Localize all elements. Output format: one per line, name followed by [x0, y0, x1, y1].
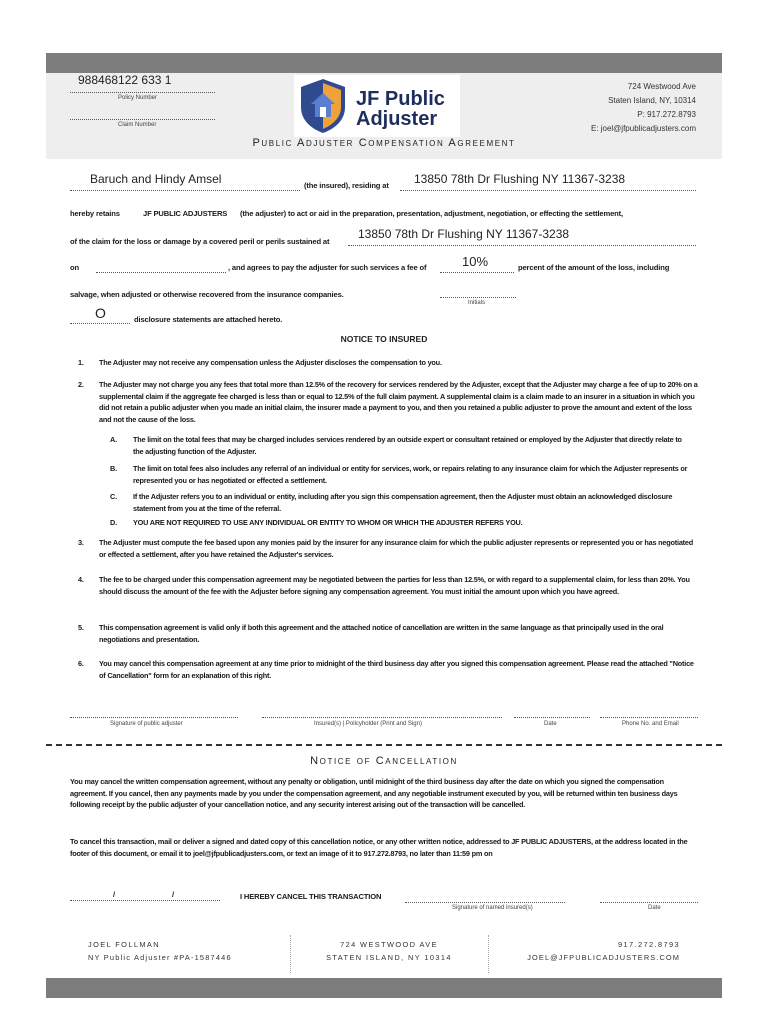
disclosure-value[interactable]: O: [95, 305, 106, 321]
notice-num-3: 3.: [78, 538, 84, 547]
date-label: Date: [544, 721, 557, 727]
insured-name-line: [70, 190, 300, 191]
notice-item-5: This compensation agreement is valid only if both this agreement and the attached notice of cancellation are written in the same language as that principally used in the oral negotiations and presentation.: [99, 623, 664, 644]
residence-address-value[interactable]: 13850 78th Dr Flushing NY 11367-3238: [414, 172, 626, 186]
loss-prefix: of the claim for the loss or damage by a covered peril or perils sustained at: [70, 237, 330, 246]
notice-item-2: The Adjuster may not charge you any fees that total more than 12.5% of the recovery for services rendered by the Adjuster, except that the Adjuster may charge a fee of up to 20% on a supplemental claim if the aggregate fee charged is less than or equal to 12.5% of the full claim payment. A supplemental claim is a claim made to an insurer in a situation in which you did not retain a public adjuster when you made an initial claim, the insurer made a payment to you, and then you retained a public adjuster to prove the amount and extent of the loss and not the cause of the loss.: [99, 380, 698, 424]
notice-item-a: The limit on the total fees that may be charged includes services rendered by an outside expert or consultant retained or employed by the Adjuster that directly relate to the adjusting function of the Adjuster.: [133, 435, 682, 456]
notice-item-c: If the Adjuster refers you to an individual or entity, including after you sign this compensation agreement, then the Adjuster must obtain an acknowledged disclosure statement from you at the time of the referral.: [133, 492, 673, 513]
company-contact: [591, 80, 696, 136]
adjuster-name: JF PUBLIC ADJUSTERS: [143, 209, 228, 218]
date-line[interactable]: [514, 717, 590, 718]
footer-phone: 917.272.8793: [617, 940, 680, 949]
cancel-sign-date-line[interactable]: [600, 902, 698, 903]
footer-license: NY Public Adjuster #PA-1587446: [88, 953, 232, 962]
form-title: Public Adjuster Compensation Agreement: [252, 137, 516, 149]
loss-date-line[interactable]: [96, 272, 226, 273]
loss-address-value[interactable]: 13850 78th Dr Flushing NY 11367-3238: [358, 227, 570, 241]
fee-value[interactable]: 10%: [462, 254, 489, 269]
cancellation-paragraph-1: You may cancel the written compensation agreement, without any penalty or obligation, until midnight of the third business day after the date on which you signed the compensation agreement. If you cancel, then any payments made by you under the compensation agreement, and any negotiable instrument executed by you, will be returned within ten business days following receipt by the public adjuster of your cancellation notice, and any security interest arising out of the transaction will be cancelled.: [70, 777, 678, 809]
notice-title: NOTICE TO INSURED: [340, 334, 428, 344]
notice-num-a: A.: [110, 435, 117, 444]
date-slash-2: /: [172, 890, 174, 899]
fee-line: [440, 272, 514, 273]
phone-email-line[interactable]: [600, 717, 698, 718]
notice-num-1: 1.: [78, 358, 84, 367]
cancellation-paragraph-2: To cancel this transaction, mail or deliver a signed and dated copy of this cancellation notice, or any other written notice, addressed to JF PUBLIC ADJUSTERS, at the address located in the footer of this document, or email it to joel@jfpublicadjusters.com, or text an image of it to 917.272.8793, no later than 11:59 pm on: [70, 837, 688, 858]
top-bar: [46, 53, 722, 73]
disclosure-line: [70, 323, 130, 324]
cancel-sign-date-label: Date: [648, 905, 661, 911]
phone-email-label: Phone No. and Email: [622, 721, 679, 727]
policy-number-value[interactable]: 988468122 633 1: [78, 73, 172, 87]
initials-label: Initials: [468, 300, 486, 306]
named-insured-signature-line[interactable]: [405, 902, 565, 903]
notice-item-3: The Adjuster must compute the fee based upon any monies paid by the insurer for any insurance claim for which the public adjuster represents or represented you or has negotiated or effected a settlement, after you have retained the Adjuster's services.: [99, 538, 694, 559]
logo-line1: JF Public: [356, 88, 445, 110]
retains-suffix: (the adjuster) to act or aid in the preparation, presentation, adjustment, negotiation, or effecting the settlement,: [240, 209, 624, 218]
initials-line[interactable]: [440, 297, 516, 298]
on-label: on: [70, 263, 79, 272]
shield-house-icon: [298, 77, 348, 135]
bottom-bar: [46, 978, 722, 998]
footer-city: STATEN ISLAND, NY 10314: [326, 953, 452, 962]
salvage-text: salvage, when adjusted or otherwise recovered from the insurance companies.: [70, 290, 344, 299]
date-slash-1: /: [113, 890, 115, 899]
notice-num-b: B.: [110, 464, 117, 473]
notice-num-4: 4.: [78, 575, 84, 584]
notice-num-c: C.: [110, 492, 117, 501]
notice-num-5: 5.: [78, 623, 84, 632]
retains-prefix: hereby retains: [70, 209, 120, 218]
insured-name-value[interactable]: Baruch and Hindy Amsel: [90, 172, 222, 186]
email-text: E: joel@jfpublicadjusters.com: [590, 124, 696, 133]
cancellation-title: Notice of Cancellation: [310, 755, 458, 767]
address-line2: Staten Island, NY, 10314: [608, 96, 696, 105]
notice-item-b: The limit on total fees also includes any referral of an individual or entity for services, work, or repairs relating to any insurance claim for which the Adjuster represents or represented you or has negotiated or effected a settlement.: [133, 464, 688, 485]
notice-item-6: You may cancel this compensation agreement at any time prior to midnight of the third business day after you signed this compensation agreement. Please read the attached "Notice of Cancellation" form for an explanation of this right.: [99, 659, 694, 680]
adjuster-signature-line[interactable]: [70, 717, 238, 718]
disclosure-text: disclosure statements are attached hereto.: [134, 315, 283, 324]
residence-address-line: [400, 190, 696, 191]
footer-email: JOEL@JFPUBLICADJUSTERS.COM: [527, 953, 680, 962]
notice-num-d: D.: [110, 518, 117, 527]
cut-line: [46, 744, 722, 746]
notice-num-2: 2.: [78, 380, 84, 389]
cancel-statement: I HEREBY CANCEL THIS TRANSACTION: [240, 892, 382, 901]
fee-text: , and agrees to pay the adjuster for such services a fee of: [228, 263, 427, 272]
footer-name: JOEL FOLLMAN: [88, 940, 160, 949]
company-logo: [294, 75, 460, 137]
notice-item-4: The fee to be charged under this compensation agreement may be negotiated between the parties for less than 12.5%, or with regard to a supplemental claim, for less than 20%. You should discuss the amount of the fee with the Adjuster before signing any compensation agreement. You must initial the amount upon which you have agreed.: [99, 575, 690, 596]
notice-item-1: The Adjuster may not receive any compensation unless the Adjuster discloses the compensation to you.: [99, 358, 442, 367]
loss-address-line: [348, 245, 696, 246]
insured-signature-line[interactable]: [262, 717, 502, 718]
footer-divider-2: [488, 935, 489, 973]
logo-line2: Adjuster: [356, 108, 438, 130]
policy-number-line: [70, 92, 215, 93]
fee-suffix: percent of the amount of the loss, including: [518, 263, 670, 272]
named-insured-signature-label: Signature of named insured(s): [452, 905, 533, 911]
policy-number-label: Policy Number: [118, 95, 158, 101]
notice-num-6: 6.: [78, 659, 84, 668]
notice-item-d: YOU ARE NOT REQUIRED TO USE ANY INDIVIDUAL OR ENTITY TO WHOM OR WHICH THE ADJUSTER REFERS YOU.: [133, 518, 523, 527]
claim-number-label: Claim Number: [118, 122, 157, 128]
insured-label: (the insured), residing at: [304, 181, 389, 190]
footer-street: 724 WESTWOOD AVE: [340, 940, 438, 949]
cancel-date-line[interactable]: [70, 900, 220, 901]
adjuster-signature-label: Signature of public adjuster: [110, 721, 183, 727]
insured-signature-label: Insured(s) | Policyholder (Print and Sign): [314, 721, 422, 727]
claim-number-line[interactable]: [70, 119, 215, 120]
address-line1: 724 Westwood Ave: [627, 82, 696, 91]
phone-text: P: 917.272.8793: [637, 110, 696, 119]
